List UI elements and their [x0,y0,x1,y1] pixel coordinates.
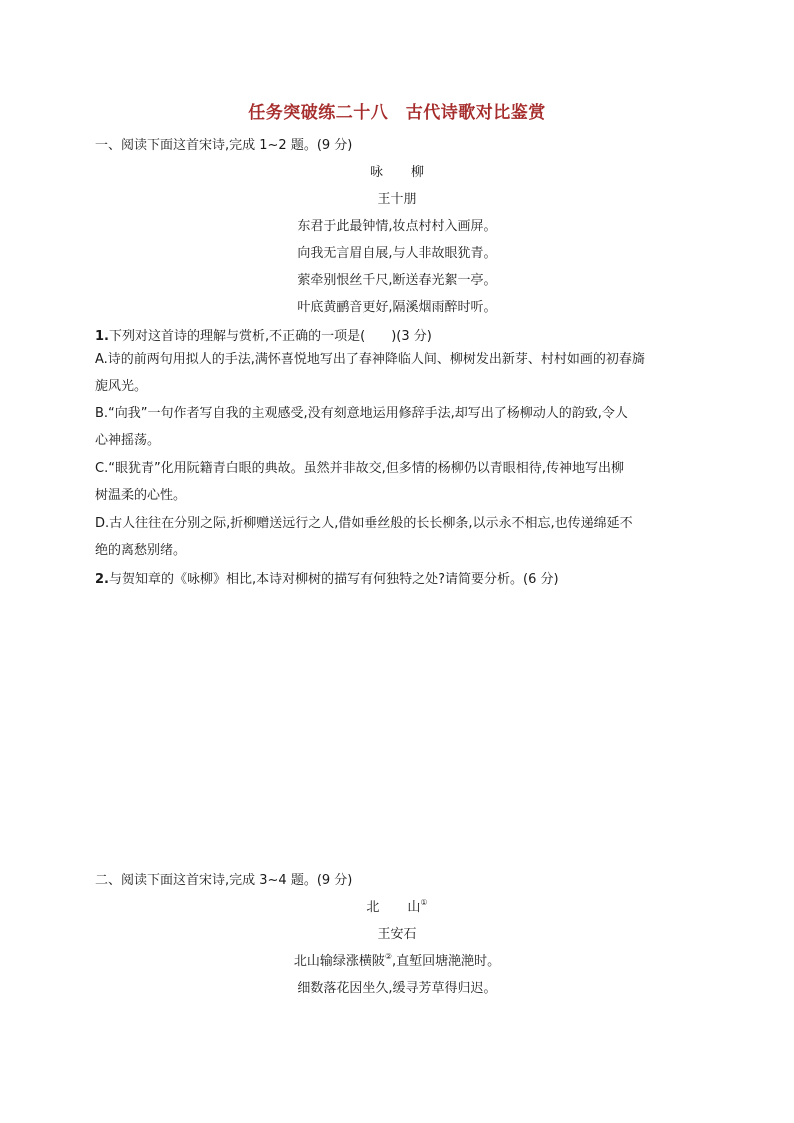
question-2-text: 与贺知章的《咏柳》相比,本诗对柳树的描写有何独特之处?请简要分析。(6 分) [108,572,559,587]
question-2-stem [95,568,559,587]
option-d [95,510,695,564]
poem-2-line [0,950,794,969]
section-1-heading: 一、阅读下面这首宋诗,完成 1~2 题。(9 分) [95,138,353,153]
poem-1-author: 王十朋 [377,192,417,207]
option-d-line-1: D.古人往往在分别之际,折柳赠送远行之人,借如垂丝般的长长柳条,以示永不相忘,也传递绵延不 [95,516,633,531]
poem-2-author: 王安石 [377,927,417,942]
poem-2-line: 细数落花因坐久,缓寻芳草得归迟。 [297,981,497,996]
poem-1-line: 向我无言眉自展,与人非故眼犹青。 [297,246,497,261]
poem-1-title-char-1: 咏 [369,165,383,180]
section-2-heading: 二、阅读下面这首宋诗,完成 3~4 题。(9 分) [95,873,353,888]
poem-1-title [0,161,794,180]
poem-1-title-char-2: 柳 [411,165,425,180]
question-1-number: 1. [95,329,109,344]
option-b [95,400,695,454]
option-a-line-2: 旎风光。 [95,379,148,394]
poem-2-line-1-part-2: ,直堑回塘滟滟时。 [392,954,501,969]
option-b-line-2: 心神摇荡。 [95,433,161,448]
option-c [95,455,695,509]
question-1-stem [95,325,432,344]
question-1-text: 下列对这首诗的理解与赏析,不正确的一项是( )(3 分) [108,329,432,344]
poem-1-line: 萦牵别恨丝千尺,断送春光絮一亭。 [297,273,497,288]
option-b-line-1: B.“向我”一句作者写自我的主观感受,没有刻意地运用修辞手法,却写出了杨柳动人的韵致,令人 [95,406,628,421]
footnote-marker: ① [420,898,428,907]
footnote-marker: ② [384,952,393,961]
option-d-line-2: 绝的离愁别绪。 [95,543,187,558]
poem-1-line: 叶底黄鹂音更好,隔溪烟雨醉时听。 [297,300,497,315]
question-2-number: 2. [95,572,109,587]
poem-2-line-1-part-1: 北山输绿涨横陂 [293,954,385,969]
option-c-line-2: 树温柔的心性。 [95,488,187,503]
poem-2-title [0,896,794,915]
option-c-line-1: C.“眼犹青”化用阮籍青白眼的典故。虽然并非故交,但多情的杨柳仍以青眼相待,传神地写出柳 [95,461,624,476]
option-a [95,346,695,400]
page-title: 任务突破练二十八 古代诗歌对比鉴赏 [248,103,546,123]
option-a-line-1: A.诗的前两句用拟人的手法,满怀喜悦地写出了春神降临人间、柳树发出新芽、村村如画的初春旖 [95,352,645,367]
poem-1-line: 东君于此最钟情,妆点村村入画屏。 [297,219,497,234]
poem-2-title-char-1: 北 [366,900,380,915]
poem-2-title-char-2: 山 [407,900,421,915]
